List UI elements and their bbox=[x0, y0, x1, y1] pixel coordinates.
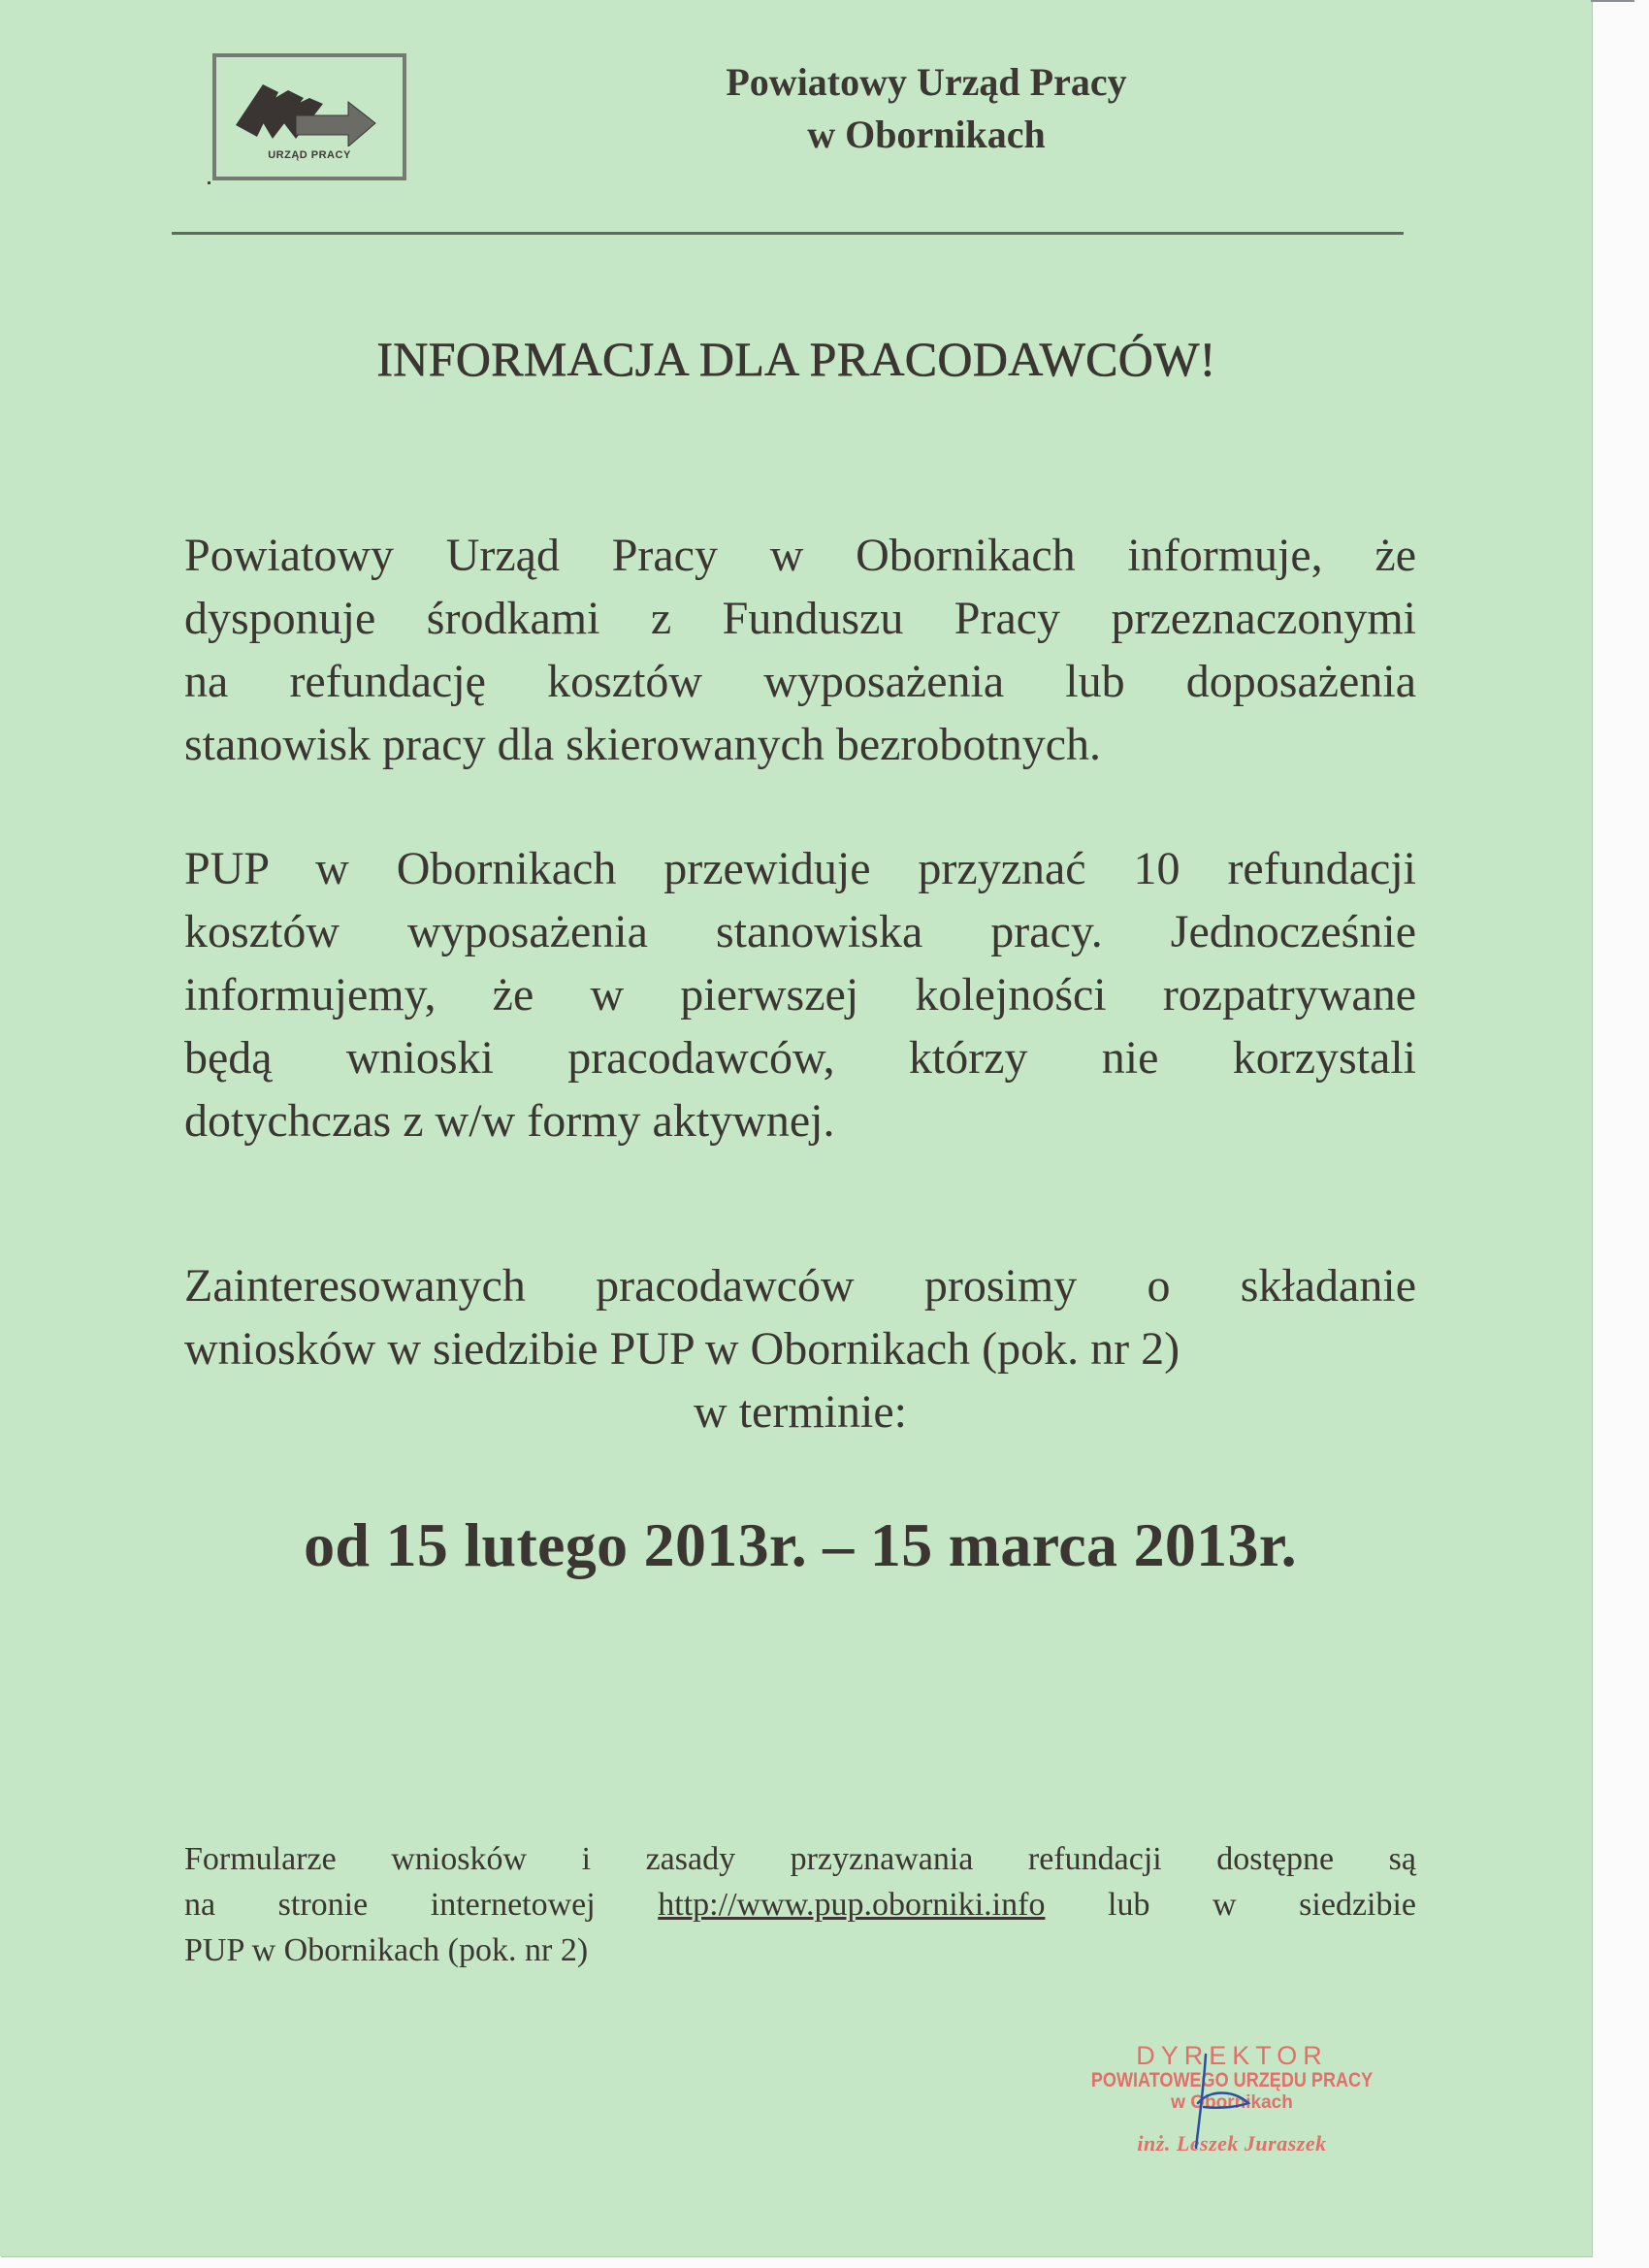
text-line: informujemy, że w pierwszej kolejności rozpatrywane bbox=[184, 969, 1416, 1021]
text-line: dysponuje środkami z Funduszu Pracy przeznaczonymi bbox=[184, 593, 1416, 644]
stamp-office: POWIATOWEGO URZĘDU PRACY bbox=[1090, 2069, 1374, 2091]
text-segment: na stronie internetowej bbox=[184, 1887, 596, 1923]
signature-icon bbox=[1159, 2047, 1266, 2154]
stamp-name: inż. Leszek Juraszek bbox=[1137, 2131, 1327, 2155]
paragraph-application bbox=[184, 1254, 1416, 1443]
arrow-cards-icon bbox=[234, 79, 389, 146]
paragraph-refunds bbox=[184, 837, 1416, 1152]
organization-line-2: w Obornikach bbox=[807, 113, 1046, 156]
text-line: wniosków w siedzibie PUP w Obornikach (pok. nr 2) bbox=[184, 1323, 1180, 1375]
scan-edge bbox=[1591, 0, 1634, 2]
text-line: stanowisk pracy dla skierowanych bezrobotnych. bbox=[184, 719, 1102, 770]
stamp-city: w Obornikach bbox=[1171, 2092, 1293, 2113]
text-line: kosztów wyposażenia stanowiska pracy. Jednocześnie bbox=[184, 906, 1416, 957]
text-line: dotychczas z w/w formy aktywnej. bbox=[184, 1095, 835, 1147]
header-divider bbox=[172, 232, 1404, 235]
text-line: PUP w Obornikach (pok. nr 2) bbox=[184, 1932, 589, 1968]
organization-name bbox=[538, 56, 1314, 161]
text-line: PUP w Obornikach przewiduje przyznać 10 refundacji bbox=[184, 843, 1416, 894]
organization-line-1: Powiatowy Urząd Pracy bbox=[726, 60, 1127, 104]
website-link[interactable]: http://www.pup.oborniki.info bbox=[658, 1887, 1046, 1923]
stamp-title: DYREKTOR bbox=[1136, 2041, 1328, 2070]
text-line bbox=[184, 1882, 1416, 1928]
forms-note bbox=[184, 1836, 1416, 1973]
paragraph-funding bbox=[184, 524, 1416, 776]
text-line: w terminie: bbox=[694, 1386, 907, 1438]
page-title: INFORMACJA DLA PRACODAWCÓW! bbox=[376, 332, 1216, 386]
text-line: Zainteresowanych pracodawców prosimy o składanie bbox=[184, 1260, 1416, 1312]
text-line: Formularze wniosków i zasady przyznawania refundacji dostępne są bbox=[184, 1841, 1416, 1877]
logo-caption: URZĄD PRACY bbox=[268, 149, 351, 161]
text-line: będą wnioski pracodawców, którzy nie korzystali bbox=[184, 1032, 1416, 1084]
text-line: na refundację kosztów wyposażenia lub doposażenia bbox=[184, 656, 1416, 707]
text-segment: lub w siedzibie bbox=[1108, 1887, 1417, 1923]
speck bbox=[208, 181, 210, 184]
text-line: Powiatowy Urząd Pracy w Obornikach informuje, że bbox=[184, 530, 1416, 581]
deadline-dates: od 15 lutego 2013r. – 15 marca 2013r. bbox=[304, 1510, 1297, 1579]
urzad-pracy-logo bbox=[212, 53, 406, 180]
